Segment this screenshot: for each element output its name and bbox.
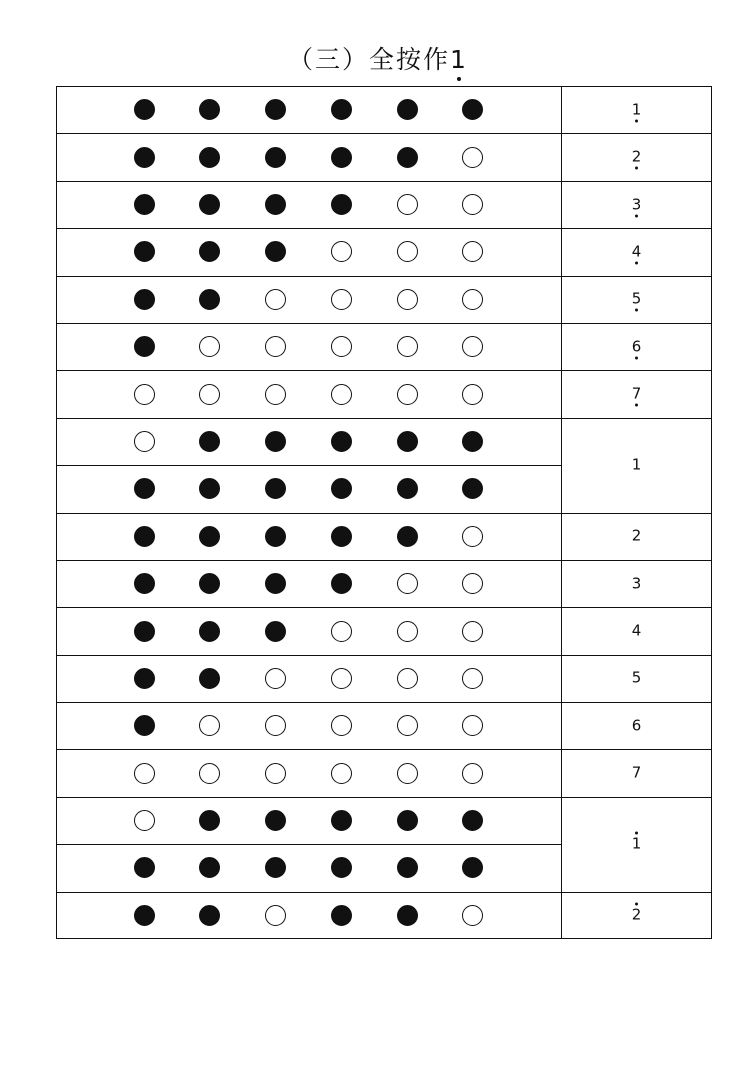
open-hole bbox=[265, 715, 286, 736]
open-hole bbox=[397, 289, 418, 310]
note-digit: 3 bbox=[631, 574, 642, 593]
row-divider bbox=[56, 133, 712, 134]
closed-hole bbox=[331, 810, 352, 831]
note-label bbox=[561, 718, 712, 733]
open-hole bbox=[462, 668, 483, 689]
open-hole bbox=[199, 336, 220, 357]
closed-hole bbox=[265, 431, 286, 452]
open-hole bbox=[462, 336, 483, 357]
open-hole bbox=[331, 621, 352, 642]
note-digit: 1 bbox=[631, 834, 642, 853]
note-digit: 1 bbox=[631, 100, 642, 119]
closed-hole bbox=[462, 99, 483, 120]
open-hole bbox=[331, 668, 352, 689]
closed-hole bbox=[331, 194, 352, 215]
closed-hole bbox=[397, 99, 418, 120]
closed-hole bbox=[462, 431, 483, 452]
closed-hole bbox=[199, 857, 220, 878]
row-divider bbox=[56, 560, 712, 561]
open-hole bbox=[462, 147, 483, 168]
closed-hole bbox=[134, 194, 155, 215]
closed-hole bbox=[397, 857, 418, 878]
note-label bbox=[561, 668, 712, 687]
closed-hole bbox=[265, 194, 286, 215]
closed-hole bbox=[397, 147, 418, 168]
note-digit: 5 bbox=[631, 289, 642, 308]
note-digit: 4 bbox=[631, 242, 642, 261]
closed-hole bbox=[134, 289, 155, 310]
closed-hole bbox=[199, 573, 220, 594]
note-digit: 6 bbox=[631, 716, 642, 735]
open-hole bbox=[397, 573, 418, 594]
note-label bbox=[561, 102, 712, 117]
closed-hole bbox=[199, 810, 220, 831]
closed-hole bbox=[134, 526, 155, 547]
closed-hole bbox=[331, 857, 352, 878]
closed-hole bbox=[265, 857, 286, 878]
closed-hole bbox=[265, 810, 286, 831]
closed-hole bbox=[397, 905, 418, 926]
closed-hole bbox=[265, 478, 286, 499]
open-hole bbox=[331, 384, 352, 405]
closed-hole bbox=[134, 715, 155, 736]
closed-hole bbox=[199, 431, 220, 452]
row-divider bbox=[56, 702, 712, 703]
open-hole bbox=[331, 336, 352, 357]
open-hole bbox=[462, 289, 483, 310]
open-hole bbox=[331, 763, 352, 784]
note-label bbox=[561, 834, 712, 853]
open-hole bbox=[462, 715, 483, 736]
closed-hole bbox=[134, 905, 155, 926]
open-hole bbox=[462, 241, 483, 262]
note-label bbox=[561, 621, 712, 640]
closed-hole bbox=[462, 478, 483, 499]
closed-hole bbox=[134, 241, 155, 262]
note-label bbox=[561, 147, 712, 166]
open-hole bbox=[462, 573, 483, 594]
row-divider-partial bbox=[56, 465, 561, 466]
row-divider bbox=[56, 418, 712, 419]
open-hole bbox=[265, 905, 286, 926]
closed-hole bbox=[462, 857, 483, 878]
closed-hole bbox=[331, 573, 352, 594]
open-hole bbox=[331, 715, 352, 736]
page-title bbox=[0, 40, 756, 76]
open-hole bbox=[134, 384, 155, 405]
note-digit: 3 bbox=[631, 195, 642, 213]
open-hole bbox=[134, 810, 155, 831]
closed-hole bbox=[265, 99, 286, 120]
closed-hole bbox=[134, 99, 155, 120]
open-hole bbox=[199, 715, 220, 736]
open-hole bbox=[265, 668, 286, 689]
closed-hole bbox=[134, 668, 155, 689]
note-label bbox=[561, 244, 712, 259]
closed-hole bbox=[397, 431, 418, 452]
open-hole bbox=[462, 905, 483, 926]
open-hole bbox=[134, 763, 155, 784]
open-hole bbox=[397, 241, 418, 262]
open-hole bbox=[462, 621, 483, 642]
closed-hole bbox=[331, 526, 352, 547]
closed-hole bbox=[462, 810, 483, 831]
note-label bbox=[561, 576, 712, 591]
closed-hole bbox=[199, 478, 220, 499]
row-divider bbox=[56, 276, 712, 277]
closed-hole bbox=[134, 147, 155, 168]
row-divider bbox=[56, 892, 712, 893]
open-hole bbox=[265, 384, 286, 405]
open-hole bbox=[462, 194, 483, 215]
closed-hole bbox=[134, 478, 155, 499]
closed-hole bbox=[199, 99, 220, 120]
row-divider bbox=[56, 655, 712, 656]
open-hole bbox=[397, 194, 418, 215]
closed-hole bbox=[265, 241, 286, 262]
closed-hole bbox=[331, 478, 352, 499]
note-label bbox=[561, 289, 712, 308]
note-digit: 7 bbox=[631, 763, 642, 782]
closed-hole bbox=[265, 621, 286, 642]
row-divider bbox=[56, 228, 712, 229]
row-divider-partial bbox=[56, 844, 561, 845]
note-label bbox=[561, 384, 712, 403]
open-hole bbox=[199, 763, 220, 784]
fingering-chart bbox=[56, 86, 712, 939]
note-digit: 5 bbox=[631, 668, 642, 687]
open-hole bbox=[265, 763, 286, 784]
open-hole bbox=[397, 336, 418, 357]
closed-hole bbox=[134, 857, 155, 878]
closed-hole bbox=[199, 526, 220, 547]
closed-hole bbox=[134, 336, 155, 357]
row-divider bbox=[56, 797, 712, 798]
closed-hole bbox=[199, 147, 220, 168]
row-divider bbox=[56, 749, 712, 750]
open-hole bbox=[397, 763, 418, 784]
open-hole bbox=[331, 289, 352, 310]
closed-hole bbox=[397, 810, 418, 831]
open-hole bbox=[331, 241, 352, 262]
open-hole bbox=[462, 384, 483, 405]
note-digit: 6 bbox=[631, 337, 642, 356]
note-label bbox=[561, 455, 712, 474]
closed-hole bbox=[331, 147, 352, 168]
closed-hole bbox=[199, 621, 220, 642]
note-digit: 2 bbox=[631, 905, 642, 924]
note-label bbox=[561, 197, 712, 212]
row-divider bbox=[56, 370, 712, 371]
open-hole bbox=[265, 289, 286, 310]
closed-hole bbox=[199, 668, 220, 689]
closed-hole bbox=[199, 241, 220, 262]
open-hole bbox=[265, 336, 286, 357]
row-divider bbox=[56, 607, 712, 608]
note-label bbox=[561, 763, 712, 782]
note-label bbox=[561, 905, 712, 924]
closed-hole bbox=[199, 289, 220, 310]
title-prefix: （三）全按作 bbox=[288, 45, 451, 74]
note-label bbox=[561, 526, 712, 545]
row-divider bbox=[56, 513, 712, 514]
closed-hole bbox=[331, 431, 352, 452]
note-digit: 7 bbox=[631, 384, 642, 403]
note-digit: 2 bbox=[631, 526, 642, 545]
title-number-low-octave: 1 bbox=[450, 45, 468, 74]
note-digit: 1 bbox=[631, 455, 642, 474]
closed-hole bbox=[199, 905, 220, 926]
open-hole bbox=[397, 384, 418, 405]
closed-hole bbox=[331, 99, 352, 120]
closed-hole bbox=[397, 478, 418, 499]
open-hole bbox=[397, 715, 418, 736]
closed-hole bbox=[265, 526, 286, 547]
row-divider bbox=[56, 181, 712, 182]
note-label bbox=[561, 339, 712, 354]
open-hole bbox=[134, 431, 155, 452]
closed-hole bbox=[331, 905, 352, 926]
open-hole bbox=[397, 621, 418, 642]
closed-hole bbox=[397, 526, 418, 547]
closed-hole bbox=[134, 621, 155, 642]
open-hole bbox=[397, 668, 418, 689]
note-digit: 4 bbox=[631, 621, 642, 640]
open-hole bbox=[199, 384, 220, 405]
row-divider bbox=[56, 323, 712, 324]
note-digit: 2 bbox=[631, 147, 642, 166]
closed-hole bbox=[265, 573, 286, 594]
closed-hole bbox=[265, 147, 286, 168]
closed-hole bbox=[134, 573, 155, 594]
closed-hole bbox=[199, 194, 220, 215]
open-hole bbox=[462, 526, 483, 547]
open-hole bbox=[462, 763, 483, 784]
